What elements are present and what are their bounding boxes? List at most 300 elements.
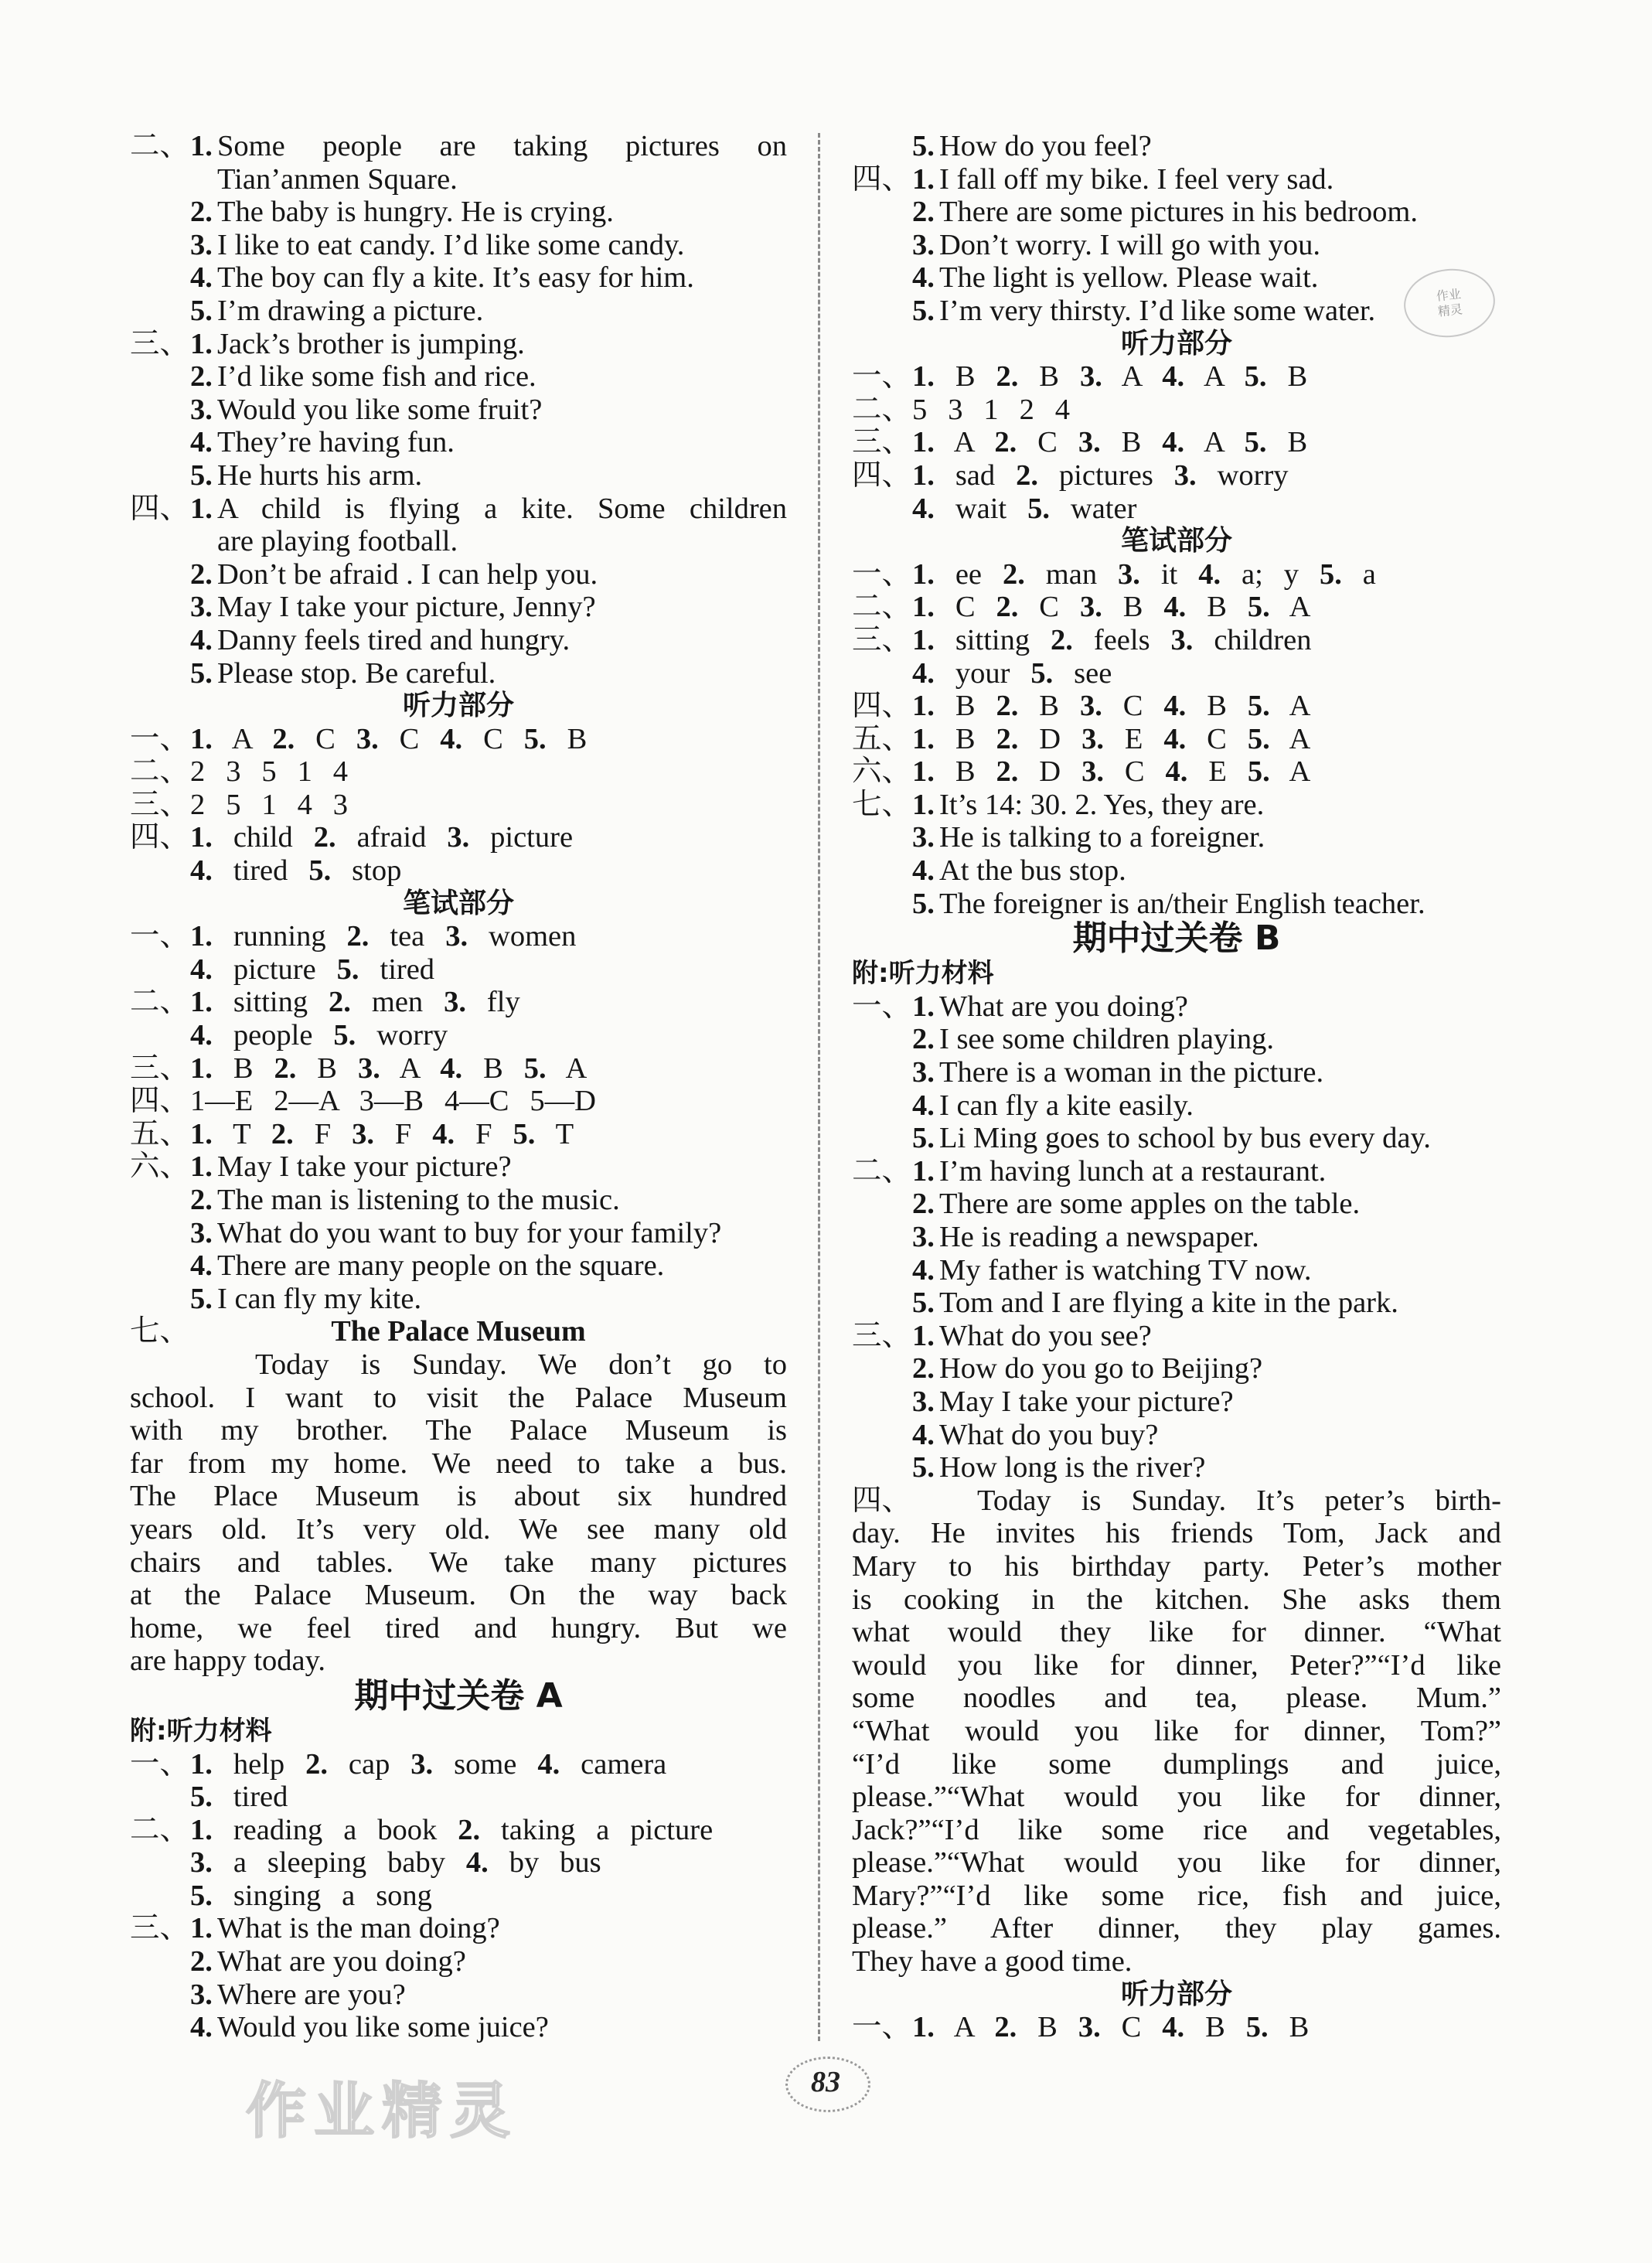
exam-title: 期中过关卷 B xyxy=(1072,918,1281,959)
answer-text: Tom and I are flying a kite in the park. xyxy=(939,1287,1398,1320)
answer-line xyxy=(130,196,787,229)
answer-line xyxy=(130,1748,787,1781)
answer-line xyxy=(852,1089,1501,1123)
answer-line xyxy=(852,657,1501,690)
passage-line: please.”“What would you like for dinner, xyxy=(852,1846,1501,1880)
answer-line xyxy=(130,657,787,690)
item-number: 1. xyxy=(190,1912,213,1945)
answer-line xyxy=(852,229,1501,262)
answer-line xyxy=(852,1715,1501,1748)
passage-line: please.”“What would you like for dinner, xyxy=(852,1781,1501,1814)
answer-line xyxy=(130,459,787,492)
passage-line: “I’d like some dumplings and juice, xyxy=(852,1747,1501,1781)
question-marker: 一、 xyxy=(130,722,190,755)
answer-text: 1. sitting 2. men 3. fly xyxy=(190,986,520,1019)
question-marker: 二、 xyxy=(852,1154,912,1188)
passage-line: is cooking in the kitchen. She asks them xyxy=(852,1583,1501,1616)
answer-line xyxy=(130,1781,787,1814)
passage-line: are happy today. xyxy=(130,1644,325,1678)
answer-text: What is the man doing? xyxy=(217,1912,500,1945)
answer-text: May I take your picture? xyxy=(939,1385,1234,1418)
answer-text: The baby is hungry. He is crying. xyxy=(217,196,614,229)
answer-text: 3. a sleeping baby 4. by bus xyxy=(190,1846,601,1880)
item-number: 1. xyxy=(190,492,213,525)
answer-line xyxy=(130,130,787,163)
answer-line xyxy=(852,1056,1501,1089)
answer-line xyxy=(130,1945,787,1978)
answer-text: 1. reading a book 2. taking a picture xyxy=(190,1813,714,1846)
item-number: 5. xyxy=(912,130,935,162)
answer-text: Danny feels tired and hungry. xyxy=(217,623,571,656)
answer-line xyxy=(852,394,1501,427)
answer-text: 1. B 2. D 3. C 4. E 5. A xyxy=(912,755,1311,789)
answer-line xyxy=(130,1348,787,1382)
item-number: 2. xyxy=(912,196,935,229)
answer-text: The boy can fly a kite. It’s easy for him. xyxy=(217,261,694,295)
answer-text: 5. singing a song xyxy=(190,1879,432,1912)
question-marker: 六、 xyxy=(852,755,912,789)
answer-line xyxy=(130,920,787,953)
answer-text: 2 3 5 1 4 xyxy=(190,755,349,789)
answer-line xyxy=(130,1579,787,1612)
answer-line xyxy=(130,624,787,657)
answer-line xyxy=(130,1052,787,1085)
answer-line xyxy=(130,755,787,789)
answer-text: What are you doing? xyxy=(939,990,1188,1023)
answer-text: 1. B 2. B 3. C 4. B 5. A xyxy=(912,690,1311,723)
answer-text: Don’t worry. I will go with you. xyxy=(939,228,1320,261)
appendix-heading: 附:听力材料 xyxy=(852,958,994,990)
item-number: 4. xyxy=(912,1253,935,1287)
answer-line xyxy=(852,1320,1501,1353)
item-number: 5. xyxy=(190,458,213,492)
answer-line xyxy=(852,755,1501,789)
answer-line xyxy=(852,1385,1501,1419)
answer-line xyxy=(852,624,1501,657)
item-number: 1. xyxy=(912,1319,935,1352)
answer-text: The foreigner is an/their English teacher. xyxy=(939,887,1425,920)
question-marker: 一、 xyxy=(130,1747,190,1781)
answer-line xyxy=(130,1513,787,1546)
answer-line xyxy=(852,1583,1501,1617)
passage-line: years old. It’s very old. We see many old xyxy=(130,1512,787,1546)
passage-line: Jack?”“I’d like some rice and vegetables, xyxy=(852,1813,1501,1846)
section-heading: 听力部分 xyxy=(1120,327,1232,360)
answer-text: What are you doing? xyxy=(217,1945,466,1978)
passage-title: The Palace Museum xyxy=(331,1315,586,1348)
answer-text: What do you buy? xyxy=(939,1418,1159,1451)
answer-text: There are some apples on the table. xyxy=(939,1188,1361,1221)
passage-line: chairs and tables. We take many pictures xyxy=(130,1546,787,1579)
item-number: 3. xyxy=(190,1978,213,2011)
passage-line: The Place Museum is about six hundred xyxy=(130,1480,787,1513)
answer-line xyxy=(130,1612,787,1645)
answer-line xyxy=(852,1155,1501,1188)
passage-line: Mary to his birthday party. Peter’s mother xyxy=(852,1549,1501,1583)
item-number: 1. xyxy=(190,1150,213,1184)
answer-line xyxy=(852,1484,1501,1518)
answer-line xyxy=(130,492,787,526)
answer-line xyxy=(130,2011,787,2044)
answer-text: Don’t be afraid . I can help you. xyxy=(217,557,598,591)
question-marker: 二、 xyxy=(130,986,190,1019)
answer-text: He is talking to a foreigner. xyxy=(939,821,1265,854)
answer-text: The man is listening to the music. xyxy=(217,1184,620,1216)
item-number: 3. xyxy=(912,1385,935,1418)
answer-text: 1. help 2. cap 3. some 4. camera xyxy=(190,1747,667,1781)
answer-line xyxy=(852,1748,1501,1781)
section-heading: 听力部分 xyxy=(1120,1978,1232,2010)
watermark: 作业精灵 xyxy=(246,2077,519,2146)
answer-line xyxy=(130,723,787,756)
right-column xyxy=(852,130,1501,2044)
answer-text: 1. A 2. C 3. C 4. C 5. B xyxy=(190,722,588,755)
item-number: 5. xyxy=(190,1282,213,1315)
answer-text: Please stop. Be careful. xyxy=(217,656,496,690)
item-number: 4. xyxy=(190,261,213,295)
passage-line: please.” After dinner, they play games. xyxy=(852,1912,1501,1945)
item-number: 3. xyxy=(912,228,935,261)
answer-line xyxy=(852,1451,1501,1484)
question-marker: 三、 xyxy=(852,426,912,459)
passage-line: would you like for dinner, Peter?”“I’d like xyxy=(852,1648,1501,1682)
answer-text: 1. A 2. B 3. C 4. B 5. B xyxy=(912,2011,1310,2044)
item-number: 2. xyxy=(912,1023,935,1056)
question-marker: 四、 xyxy=(130,1085,190,1118)
answer-line xyxy=(130,1978,787,2012)
answer-line xyxy=(130,1150,787,1184)
question-marker: 四、 xyxy=(852,162,912,196)
answer-line xyxy=(852,723,1501,756)
answer-line xyxy=(130,1283,787,1316)
item-number: 1. xyxy=(912,1154,935,1188)
answer-line xyxy=(130,558,787,591)
answer-line xyxy=(130,328,787,361)
answer-line xyxy=(852,1880,1501,1913)
answer-line xyxy=(852,1550,1501,1583)
item-number: 3. xyxy=(912,1221,935,1253)
answer-text: 1. A 2. C 3. B 4. A 5. B xyxy=(912,426,1308,459)
question-marker: 四、 xyxy=(130,492,190,525)
item-number: 4. xyxy=(912,1089,935,1122)
answer-line xyxy=(130,953,787,987)
item-number: 1. xyxy=(190,130,213,162)
item-number: 5. xyxy=(912,1287,935,1320)
answer-text: At the bus stop. xyxy=(939,854,1126,888)
answer-text: 1. running 2. tea 3. women xyxy=(190,920,577,953)
stamp-seal: 作业 精灵 xyxy=(1401,264,1499,342)
item-number: 5. xyxy=(190,294,213,327)
answer-text: Would you like some fruit? xyxy=(217,393,543,426)
item-number: 3. xyxy=(912,1056,935,1089)
answer-line xyxy=(130,591,787,624)
passage-line: school. I want to visit the Palace Museum xyxy=(130,1381,787,1414)
item-number: 4. xyxy=(912,1418,935,1451)
answer-text: 1. sad 2. pictures 3. worry xyxy=(912,458,1289,492)
answer-text: There are some pictures in his bedroom. xyxy=(939,196,1419,229)
answer-line xyxy=(852,1814,1501,1847)
answer-line xyxy=(852,1188,1501,1221)
question-marker: 四、 xyxy=(852,1484,912,1517)
answer-line xyxy=(130,1382,787,1415)
item-number: 4. xyxy=(912,261,935,295)
answer-line xyxy=(852,888,1501,921)
answer-text: May I take your picture? xyxy=(217,1150,512,1184)
answer-line xyxy=(130,1184,787,1217)
answer-line xyxy=(130,1814,787,1847)
answer-text: What do you see? xyxy=(939,1319,1152,1352)
answer-text: 4. wait 5. water xyxy=(912,492,1137,525)
answer-text: How do you feel? xyxy=(939,130,1152,162)
answer-text: Would you like some juice? xyxy=(217,2011,549,2044)
answer-text: 4. tired 5. stop xyxy=(190,854,402,888)
answer-line xyxy=(852,1122,1501,1155)
question-marker: 三、 xyxy=(130,327,190,360)
question-marker: 四、 xyxy=(130,821,190,854)
answer-line xyxy=(130,394,787,427)
answer-line xyxy=(130,525,787,558)
question-marker: 五、 xyxy=(852,722,912,755)
item-number: 4. xyxy=(190,623,213,656)
answer-text: 1. child 2. afraid 3. picture xyxy=(190,821,574,854)
item-number: 5. xyxy=(190,656,213,690)
question-marker: 三、 xyxy=(852,623,912,656)
item-number: 4. xyxy=(190,1249,213,1283)
question-marker: 一、 xyxy=(852,557,912,591)
answer-text: A child is flying a kite. Some children xyxy=(217,492,787,525)
answer-line xyxy=(852,1945,1501,1978)
question-marker: 五、 xyxy=(130,1117,190,1150)
question-marker: 七、 xyxy=(130,1315,190,1348)
passage-line: far from my home. We need to take a bus. xyxy=(130,1447,787,1480)
answer-line xyxy=(852,789,1501,822)
question-marker: 二、 xyxy=(130,130,190,162)
question-marker: 一、 xyxy=(130,920,190,953)
answer-line xyxy=(130,1315,787,1348)
answer-line xyxy=(852,1254,1501,1287)
item-number: 1. xyxy=(190,327,213,360)
answer-line xyxy=(130,1846,787,1880)
exam-title: 期中过关卷 A xyxy=(354,1675,563,1716)
question-marker: 一、 xyxy=(852,990,912,1023)
answer-line xyxy=(852,1781,1501,1814)
answer-line xyxy=(130,360,787,394)
answer-text: 1. sitting 2. feels 3. children xyxy=(912,623,1312,656)
answer-line xyxy=(852,426,1501,459)
answer-line xyxy=(852,1023,1501,1056)
answer-line xyxy=(852,459,1501,492)
answer-line xyxy=(852,1221,1501,1254)
passage-line: at the Palace Museum. On the way back xyxy=(130,1579,787,1612)
passage-line: some noodles and tea, please. Mum.” xyxy=(852,1682,1501,1715)
item-number: 2. xyxy=(190,196,213,229)
item-number: 2. xyxy=(190,1945,213,1978)
question-marker: 四、 xyxy=(852,690,912,723)
answer-line xyxy=(852,163,1501,196)
answer-line xyxy=(852,1846,1501,1880)
answer-text: I’d like some fish and rice. xyxy=(217,360,536,394)
answer-line xyxy=(130,1085,787,1118)
answer-line xyxy=(130,1217,787,1250)
answer-text: What do you want to buy for your family? xyxy=(217,1216,722,1249)
answer-text: Li Ming goes to school by bus every day. xyxy=(939,1122,1431,1155)
question-marker: 六、 xyxy=(130,1150,190,1184)
answer-line xyxy=(130,1644,787,1678)
item-number: 2. xyxy=(912,1352,935,1385)
question-marker: 三、 xyxy=(852,1319,912,1352)
answer-line xyxy=(852,261,1501,295)
answer-line xyxy=(852,990,1501,1024)
answer-line xyxy=(852,360,1501,394)
answer-line xyxy=(852,492,1501,526)
answer-line xyxy=(852,591,1501,624)
item-number: 2. xyxy=(190,360,213,394)
answer-text: There is a woman in the picture. xyxy=(939,1056,1324,1089)
answer-text: 1. T 2. F 3. F 4. F 5. T xyxy=(190,1117,574,1150)
answer-text: 2 5 1 4 3 xyxy=(190,788,349,821)
column-divider xyxy=(818,133,820,2041)
answer-line xyxy=(852,130,1501,163)
item-number: 5. xyxy=(912,294,935,327)
question-marker: 二、 xyxy=(852,591,912,624)
answer-text: I fall off my bike. I feel very sad. xyxy=(939,162,1334,196)
item-number: 5. xyxy=(912,887,935,920)
item-number: 3. xyxy=(912,821,935,854)
item-number: 3. xyxy=(190,591,213,624)
item-number: 2. xyxy=(190,557,213,591)
question-marker: 一、 xyxy=(852,2011,912,2044)
answer-line xyxy=(130,295,787,328)
answer-text: 1. B 2. D 3. E 4. C 5. A xyxy=(912,722,1311,755)
answer-text: Some people are taking pictures on xyxy=(217,130,787,162)
answer-text: May I take your picture, Jenny? xyxy=(217,591,596,624)
item-number: 4. xyxy=(190,2011,213,2044)
item-number: 2. xyxy=(190,1184,213,1216)
question-marker: 二、 xyxy=(130,755,190,789)
item-number: 3. xyxy=(190,228,213,261)
answer-text: 4. your 5. see xyxy=(912,656,1112,690)
answer-line xyxy=(130,426,787,459)
passage-line: what would they like for dinner. “What xyxy=(852,1616,1501,1649)
answer-line xyxy=(852,1616,1501,1649)
question-marker: 三、 xyxy=(130,1912,190,1945)
answer-line xyxy=(130,821,787,854)
answer-line xyxy=(852,1352,1501,1385)
question-marker: 四、 xyxy=(852,458,912,492)
answer-text: 1. ee 2. man 3. it 4. a; y 5. a xyxy=(912,557,1376,591)
question-marker: 二、 xyxy=(130,1813,190,1846)
question-marker: 三、 xyxy=(130,1051,190,1085)
answer-line xyxy=(130,1480,787,1513)
answer-line xyxy=(130,1447,787,1481)
answer-text: 1. C 2. C 3. B 4. B 5. A xyxy=(912,591,1311,624)
answer-text: It’s 14: 30. 2. Yes, they are. xyxy=(939,788,1265,821)
answer-line xyxy=(852,1517,1501,1550)
answer-text: Tian’anmen Square. xyxy=(217,162,458,196)
answer-text: How do you go to Beijing? xyxy=(939,1352,1263,1385)
answer-text: 1. B 2. B 3. A 4. B 5. A xyxy=(190,1051,588,1085)
item-number: 1. xyxy=(912,990,935,1023)
item-number: 4. xyxy=(190,426,213,459)
answer-line xyxy=(852,821,1501,854)
item-number: 2. xyxy=(912,1188,935,1221)
answer-line xyxy=(130,1249,787,1283)
answer-line xyxy=(130,1118,787,1151)
answer-text: How long is the river? xyxy=(939,1451,1206,1484)
answer-text: He hurts his arm. xyxy=(217,458,423,492)
left-column xyxy=(130,130,787,2044)
answer-line xyxy=(130,261,787,295)
appendix-heading: 附:听力材料 xyxy=(130,1715,272,1747)
answer-text: I’m drawing a picture. xyxy=(217,294,484,327)
passage-line: “What would you like for dinner, Tom?” xyxy=(852,1714,1501,1747)
answer-line xyxy=(130,163,787,196)
answer-text: 1—E 2—A 3—B 4—C 5—D xyxy=(190,1085,596,1118)
page-number: 83 xyxy=(773,2053,878,2111)
section-heading: 笔试部分 xyxy=(1120,525,1232,557)
answer-line xyxy=(852,558,1501,591)
answer-text: I can fly a kite easily. xyxy=(939,1089,1194,1122)
answer-line xyxy=(130,1880,787,1913)
item-number: 3. xyxy=(190,393,213,426)
answer-line xyxy=(852,2011,1501,2044)
section-heading: 听力部分 xyxy=(402,690,514,722)
answer-text: I’m having lunch at a restaurant. xyxy=(939,1154,1327,1188)
passage-line: They have a good time. xyxy=(852,1945,1133,1978)
answer-line xyxy=(852,690,1501,723)
answer-text: He is reading a newspaper. xyxy=(939,1221,1259,1253)
answer-text: 1. B 2. B 3. A 4. A 5. B xyxy=(912,360,1308,394)
item-number: 5. xyxy=(912,1122,935,1155)
question-marker: 三、 xyxy=(130,788,190,821)
answer-text: I can fly my kite. xyxy=(217,1282,422,1315)
answer-line xyxy=(130,1912,787,1945)
answer-text: They’re having fun. xyxy=(217,426,455,459)
answer-line xyxy=(852,1287,1501,1320)
answer-text: Jack’s brother is jumping. xyxy=(217,327,525,360)
answer-line xyxy=(130,1019,787,1052)
answer-text: I like to eat candy. I’d like some candy. xyxy=(217,228,685,261)
answer-line xyxy=(130,789,787,822)
answer-text: 5. tired xyxy=(190,1781,288,1814)
item-number: 1. xyxy=(912,788,935,821)
answer-line xyxy=(130,854,787,888)
answer-line xyxy=(852,196,1501,229)
item-number: 1. xyxy=(912,162,935,196)
item-number: 4. xyxy=(912,854,935,888)
passage-line: with my brother. The Palace Museum is xyxy=(130,1414,787,1447)
passage-line: day. He invites his friends Tom, Jack and xyxy=(852,1517,1501,1550)
answer-line xyxy=(130,1546,787,1580)
answer-text: are playing football. xyxy=(217,525,458,558)
answer-text: There are many people on the square. xyxy=(217,1249,665,1283)
section-heading: 笔试部分 xyxy=(402,887,514,919)
answer-line xyxy=(130,986,787,1019)
answer-text: I’m very thirsty. I’d like some water. xyxy=(939,294,1376,327)
answer-line xyxy=(852,1649,1501,1682)
answer-text: 4. people 5. worry xyxy=(190,1019,448,1052)
question-marker: 一、 xyxy=(852,360,912,394)
answer-line xyxy=(130,1414,787,1447)
passage-line: Today is Sunday. It’s peter’s birth- xyxy=(977,1484,1501,1517)
answer-text: The light is yellow. Please wait. xyxy=(939,261,1319,295)
passage-line: home, we feel tired and hungry. But we xyxy=(130,1611,787,1644)
answer-text: 4. picture 5. tired xyxy=(190,953,435,986)
answer-text: I see some children playing. xyxy=(939,1023,1274,1056)
question-marker: 二、 xyxy=(852,393,912,426)
answer-text: 5 3 1 2 4 xyxy=(912,393,1071,426)
item-number: 3. xyxy=(190,1216,213,1249)
